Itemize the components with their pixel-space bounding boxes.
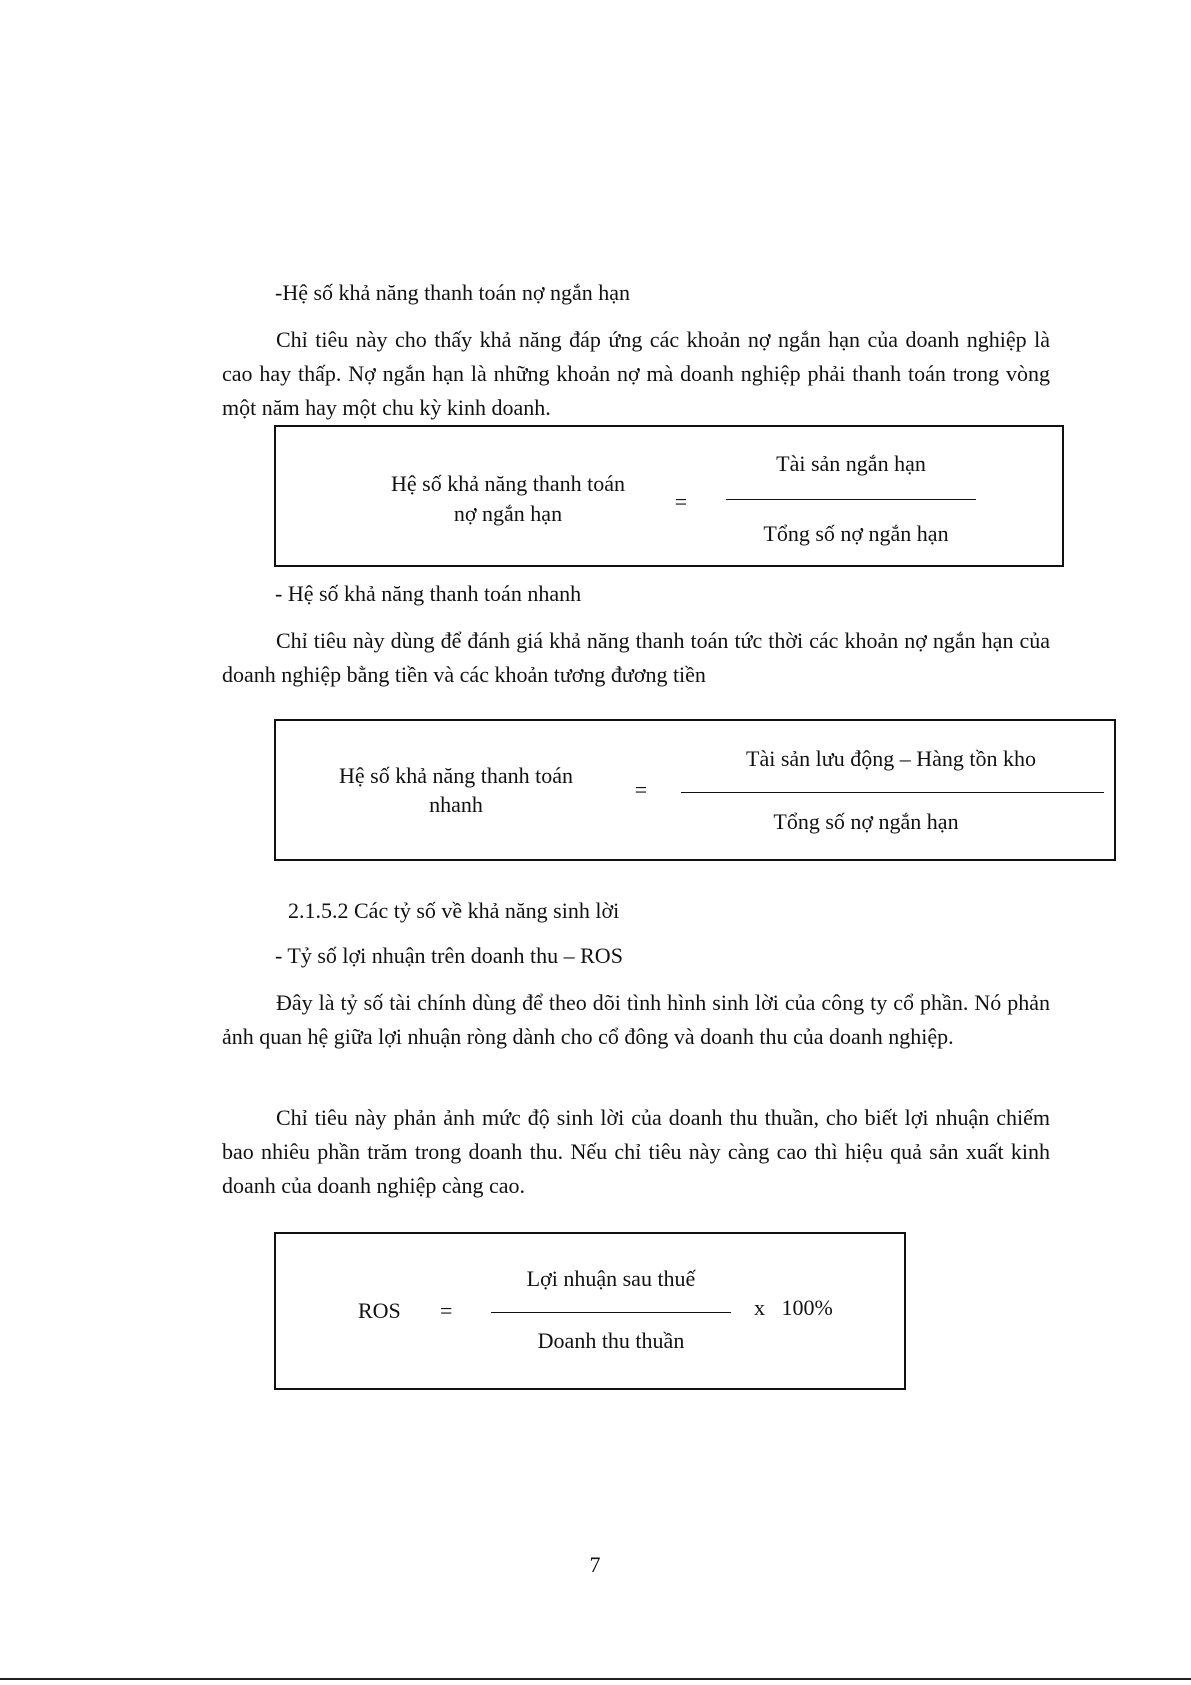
subheading-profitability: 2.1.5.2 Các tỷ số về khả năng sinh lời xyxy=(288,898,620,923)
formula-box-ros xyxy=(274,1232,906,1390)
formula-label-line1: Hệ số khả năng thanh toán xyxy=(391,471,625,496)
multiplier: x 100% xyxy=(754,1295,833,1320)
numerator: Lợi nhuận sau thuế xyxy=(526,1266,696,1291)
formula-box-short-term xyxy=(274,425,1064,567)
page-number: 7 xyxy=(589,1552,601,1577)
heading-quick-ratio: - Hệ số khả năng thanh toán nhanh xyxy=(275,581,582,606)
equals-sign: = xyxy=(634,777,648,802)
numerator: Tài sản lưu động – Hàng tồn kho xyxy=(746,746,1036,771)
formula-label: ROS xyxy=(358,1298,401,1323)
formula-label-line2: nợ ngắn hạn xyxy=(453,501,563,526)
equals-sign: = xyxy=(440,1298,453,1323)
paragraph-quick-ratio: Chỉ tiêu này dùng để đánh giá khả năng thanh toán tức thời các khoản nợ ngắn hạn của doanh nghiệp bằng tiền và các khoản tương đương tiền xyxy=(222,628,1050,687)
numerator: Tài sản ngắn hạn xyxy=(776,451,926,476)
formula-label-line1: Hệ số khả năng thanh toán xyxy=(339,763,573,788)
formula-box-quick xyxy=(274,719,1116,861)
heading-short-term-ratio: -Hệ số khả năng thanh toán nợ ngắn hạn xyxy=(275,280,630,305)
formula-label-line2: nhanh xyxy=(429,792,483,817)
equals-sign: = xyxy=(674,489,688,514)
denominator: Tổng số nợ ngắn hạn xyxy=(763,521,949,546)
fraction-bar xyxy=(726,499,976,500)
fraction-bar xyxy=(491,1312,731,1313)
denominator: Tổng số nợ ngắn hạn xyxy=(773,809,959,834)
bottom-divider xyxy=(0,1678,1191,1680)
paragraph-ros-2: Chỉ tiêu này phản ảnh mức độ sinh lời của doanh thu thuần, cho biết lợi nhuận chiếm bao nhiêu phần trăm trong doanh thu. Nếu chỉ tiêu này càng cao thì hiệu quả sản xuất kinh doanh của doanh nghiệp càng cao. xyxy=(222,1105,1050,1198)
paragraph-short-term-ratio: Chỉ tiêu này cho thấy khả năng đáp ứng các khoản nợ ngắn hạn của doanh nghiệp là cao hay thấp. Nợ ngắn hạn là những khoản nợ mà doanh nghiệp phải thanh toán trong vòng một năm hay một chu kỳ kinh doanh. xyxy=(222,327,1050,420)
paragraph-ros-1: Đây là tỷ số tài chính dùng để theo dõi tình hình sinh lời của công ty cổ phần. Nó phản ảnh quan hệ giữa lợi nhuận ròng dành cho cổ đông và doanh thu của doanh nghiệp. xyxy=(222,990,1050,1049)
heading-ros: - Tỷ số lợi nhuận trên doanh thu – ROS xyxy=(275,943,623,968)
fraction-bar xyxy=(681,792,1104,793)
denominator: Doanh thu thuần xyxy=(537,1328,685,1353)
